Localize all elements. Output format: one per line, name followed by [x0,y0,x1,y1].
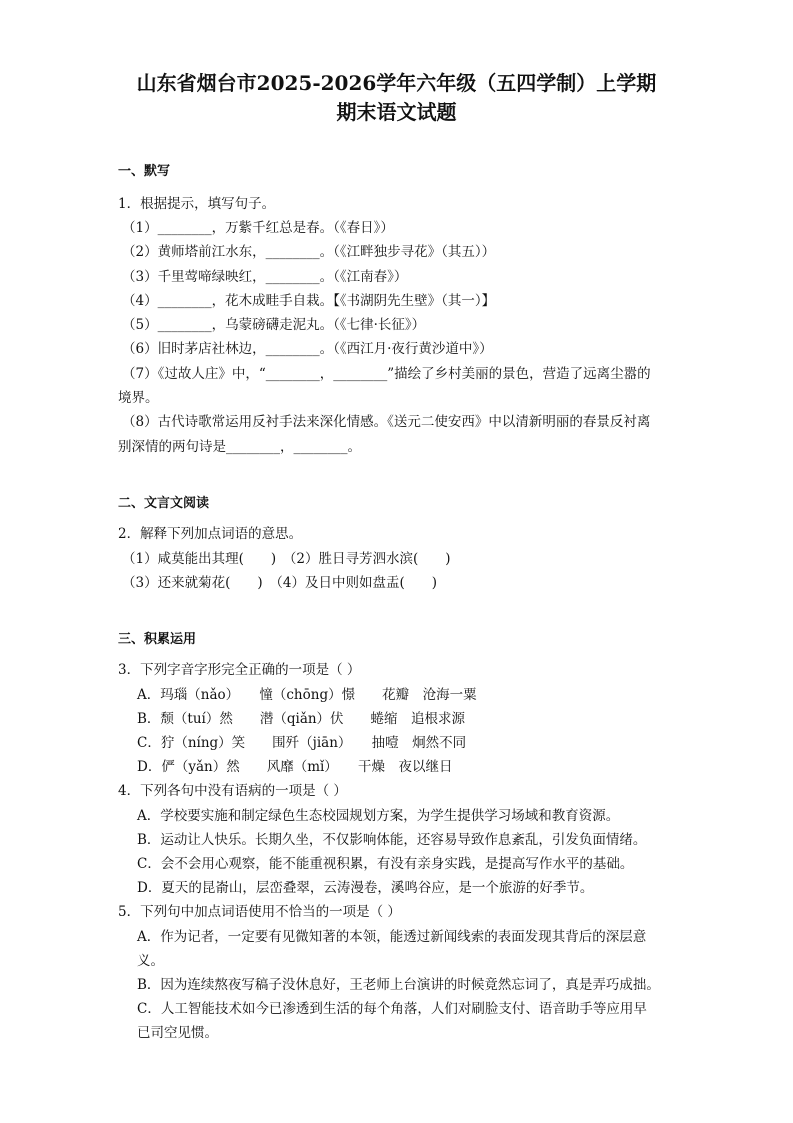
question-1-item: （1）________，万紫千红总是春。（《春日》） [122,220,394,236]
question-4-option-c: C．会不会用心观察，能不能重视积累，有没有亲身实践，是提高写作水平的基础。 [137,856,634,872]
question-2-item: （1）咸莫能出其理( ) （2）胜日寻芳泗水滨( ) [122,551,451,567]
question-3-option-c: C．狞（níng）笑 围歼（jiān） 抽噎 炯然不同 [137,735,467,751]
question-1-item: （7）《过故人庄》中，“________，________”描绘了乡村美丽的景色，营造了远离尘嚣的 [122,366,651,382]
question-5-option-c-continued: 已司空见惯。 [137,1025,218,1041]
question-1-item-continued: 境界。 [118,390,159,406]
question-1-item: （5）________，乌蒙磅礴走泥丸。（《七律·长征》） [122,317,426,333]
question-1-item: （2）黄师塔前江水东，________。（《江畔独步寻花》（其五）） [122,244,496,260]
question-2-item: （3）还来就菊花( ) （4）及日中则如盘盂( ) [122,575,437,591]
section-heading-dictation: 一、默写 [118,164,171,179]
question-1-item-continued: 别深情的两句诗是________，________。 [118,439,361,455]
question-4-option-d: D．夏天的昆嵛山，层峦叠翠，云涛漫卷，溪鸣谷应，是一个旅游的好季节。 [137,880,594,896]
question-5-option-c: C．人工智能技术如今已渗透到生活的每个角落，人们对刷脸支付、语音助手等应用早 [137,1001,647,1017]
section-heading-accumulation: 三、积累运用 [118,632,197,647]
question-3-option-a: A．玛瑙（nǎo） 憧（chōng）憬 花瓣 沧海一粟 [137,687,477,703]
question-5-option-a: A．作为记者，一定要有见微知著的本领，能透过新闻线索的表面发现其背后的深层意 [137,929,647,945]
question-2-stem: 2．解释下列加点词语的意思。 [118,526,303,542]
question-5-option-a-continued: 义。 [137,953,164,969]
question-4-stem: 4．下列各句中没有语病的一项是（ ） [118,783,347,799]
question-1-item: （8）古代诗歌常运用反衬手法来深化情感。《送元二使安西》中以清新明丽的春景反衬离 [122,414,651,430]
question-1-item: （3）千里莺啼绿映红，________。（《江南春》） [122,269,408,285]
question-3-stem: 3．下列字音字形完全正确的一项是（ ） [118,662,361,678]
question-5-stem: 5．下列句中加点词语使用不恰当的一项是（ ） [118,904,401,920]
section-heading-classical-reading: 二、文言文阅读 [118,496,210,511]
exam-title-line2: 期末语文试题 [336,100,457,124]
question-3-option-b: B．颓（tuí）然 潜（qiǎn）伏 蜷缩 追根求源 [137,711,466,727]
question-5-option-b: B．因为连续熬夜写稿子没休息好，王老师上台演讲的时候竟然忘词了，真是弄巧成拙。 [137,977,660,993]
exam-title-line1: 山东省烟台市2025-2026学年六年级（五四学制）上学期 [136,71,657,95]
question-1-item: （6）旧时茅店社林边，________。（《西江月·夜行黄沙道中》） [122,341,493,357]
question-4-option-a: A．学校要实施和制定绿色生态校园规划方案，为学生提供学习场域和教育资源。 [137,808,620,824]
question-4-option-b: B．运动让人快乐。长期久坐，不仅影响体能，还容易导致作息紊乱，引发负面情绪。 [137,832,647,848]
question-3-option-d: D．俨（yǎn）然 风靡（mǐ） 干燥 夜以继日 [137,759,453,775]
question-1-stem: 1．根据提示，填写句子。 [118,196,276,212]
question-1-item: （4）________，花木成畦手自栽。【《书湖阴先生壁》（其一）】 [122,293,496,309]
